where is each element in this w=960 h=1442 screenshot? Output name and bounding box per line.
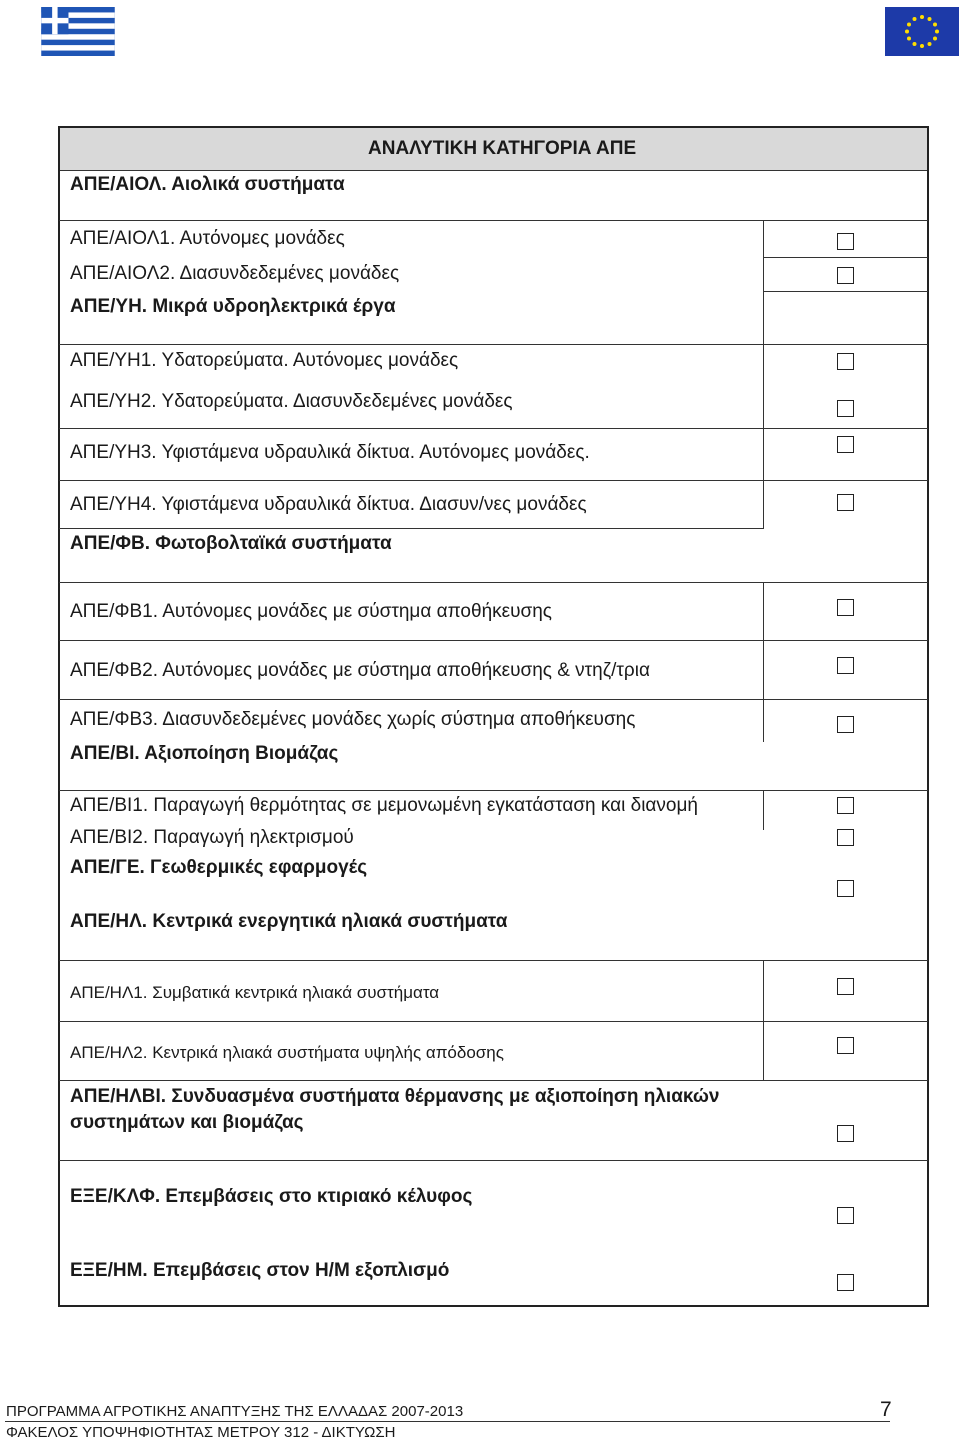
checkbox-pv-3[interactable] <box>837 716 854 733</box>
row-label-wind-2: ΑΠΕ/ΑΙΟΛ2. Διασυνδεδεμένες μονάδες <box>70 263 400 284</box>
row-label-solar-biomass-line2: συστημάτων και βιομάζας <box>70 1112 304 1133</box>
checkbox-hydro-2[interactable] <box>837 400 854 417</box>
checkbox-hydro-1[interactable] <box>837 353 854 370</box>
row-label-biomass-2: ΑΠΕ/ΒΙ2. Παραγωγή ηλεκτρισμού <box>70 827 354 848</box>
row-divider <box>763 291 928 292</box>
greek-flag-icon <box>41 7 115 56</box>
row-label-wind: ΑΠΕ/ΑΙΟΛ. Αιολικά συστήματα <box>70 174 345 195</box>
row-label-pv-2: ΑΠΕ/ΦΒ2. Αυτόνομες μονάδες με σύστημα αποθήκευσης & ντηζ/τρια <box>70 660 650 681</box>
row-label-hydro-2: ΑΠΕ/ΥΗ2. Υδατορεύματα. Διασυνδεδεμένες μονάδες <box>70 391 513 412</box>
footer-dossier: ΦΑΚΕΛΟΣ ΥΠΟΨΗΦΙΟΤΗΤΑΣ ΜΕΤΡΟΥ 312 - ΔΙΚΤΥΩΣΗ <box>6 1424 396 1441</box>
checkbox-biomass-2[interactable] <box>837 829 854 846</box>
row-label-solar-biomass-line1: ΑΠΕ/ΗΛΒΙ. Συνδυασμένα συστήματα θέρμανσης με αξιοποίηση ηλιακών <box>70 1086 720 1107</box>
checkbox-solar-biomass[interactable] <box>837 1125 854 1142</box>
row-label-hydro: ΑΠΕ/ΥΗ. Μικρά υδροηλεκτρικά έργα <box>70 296 396 317</box>
row-divider <box>59 528 764 529</box>
checkbox-solar-1[interactable] <box>837 978 854 995</box>
row-divider <box>59 480 928 481</box>
column-divider <box>763 344 764 528</box>
checkbox-wind-2[interactable] <box>837 267 854 284</box>
checkbox-em-equipment[interactable] <box>837 1274 854 1291</box>
row-label-solar-2: ΑΠΕ/ΗΛ2. Κεντρικά ηλιακά συστήματα υψηλής απόδοσης <box>70 1043 504 1062</box>
checkbox-envelope[interactable] <box>837 1207 854 1224</box>
row-divider <box>59 640 928 641</box>
row-divider <box>59 582 928 583</box>
checkbox-pv-1[interactable] <box>837 599 854 616</box>
row-label-pv: ΑΠΕ/ΦΒ. Φωτοβολταϊκά συστήματα <box>70 533 392 554</box>
row-label-biomass: ΑΠΕ/ΒΙ. Αξιοποίηση Βιομάζας <box>70 743 339 764</box>
row-divider <box>59 960 928 961</box>
row-label-hydro-3: ΑΠΕ/ΥΗ3. Υφιστάμενα υδραυλικά δίκτυα. Αυτόνομες μονάδες. <box>70 442 590 463</box>
row-label-wind-1: ΑΠΕ/ΑΙΟΛ1. Αυτόνομες μονάδες <box>70 228 345 249</box>
checkbox-hydro-3[interactable] <box>837 436 854 453</box>
checkbox-solar-2[interactable] <box>837 1037 854 1054</box>
row-label-biomass-1: ΑΠΕ/ΒΙ1. Παραγωγή θερμότητας σε μεμονωμένη εγκατάσταση και διανομή <box>70 795 699 816</box>
row-divider <box>59 344 928 345</box>
row-divider <box>59 790 928 791</box>
checkbox-hydro-4[interactable] <box>837 494 854 511</box>
row-label-solar-central: ΑΠΕ/ΗΛ. Κεντρικά ενεργητικά ηλιακά συστήματα <box>70 911 508 932</box>
footer-program: ΠΡΟΓΡΑΜΜΑ ΑΓΡΟΤΙΚΗΣ ΑΝΑΠΤΥΞΗΣ ΤΗΣ ΕΛΛΑΔΑΣ 2007-2013 <box>6 1403 464 1420</box>
row-divider <box>59 1080 928 1081</box>
row-divider <box>763 257 928 258</box>
row-label-envelope: ΕΞΕ/ΚΛΦ. Επεμβάσεις στο κτιριακό κέλυφος <box>70 1186 473 1207</box>
checkbox-geothermal[interactable] <box>837 880 854 897</box>
column-divider <box>763 220 764 344</box>
checkbox-biomass-1[interactable] <box>837 797 854 814</box>
footer-rule <box>5 1421 890 1422</box>
checkbox-wind-1[interactable] <box>837 233 854 250</box>
row-label-hydro-4: ΑΠΕ/ΥΗ4. Υφιστάμενα υδραυλικά δίκτυα. Διασυν/νες μονάδες <box>70 494 587 515</box>
row-label-em-equipment: ΕΞΕ/ΗΜ. Επεμβάσεις στον Η/Μ εξοπλισμό <box>70 1260 450 1281</box>
row-label-hydro-1: ΑΠΕ/ΥΗ1. Υδατορεύματα. Αυτόνομες μονάδες <box>70 350 459 371</box>
row-label-solar-1: ΑΠΕ/ΗΛ1. Συμβατικά κεντρικά ηλιακά συστήματα <box>70 983 440 1002</box>
table-header-title: ΑΝΑΛΥΤΙΚΗ ΚΑΤΗΓΟΡΙΑ ΑΠΕ <box>368 138 637 159</box>
checkbox-pv-2[interactable] <box>837 657 854 674</box>
row-divider <box>59 699 928 700</box>
row-label-pv-1: ΑΠΕ/ΦΒ1. Αυτόνομες μονάδες με σύστημα αποθήκευσης <box>70 601 552 622</box>
page-number: 7 <box>880 1398 892 1421</box>
row-divider <box>59 428 928 429</box>
column-divider <box>763 582 764 742</box>
column-divider <box>763 960 764 1080</box>
row-divider <box>59 220 928 221</box>
eu-flag-icon <box>885 7 959 56</box>
row-label-geothermal: ΑΠΕ/ΓΕ. Γεωθερμικές εφαρμογές <box>70 857 368 878</box>
row-divider <box>59 1021 928 1022</box>
row-label-pv-3: ΑΠΕ/ΦΒ3. Διασυνδεδεμένες μονάδες χωρίς σύστημα αποθήκευσης <box>70 709 636 730</box>
row-divider <box>59 1160 928 1161</box>
column-divider <box>763 790 764 830</box>
